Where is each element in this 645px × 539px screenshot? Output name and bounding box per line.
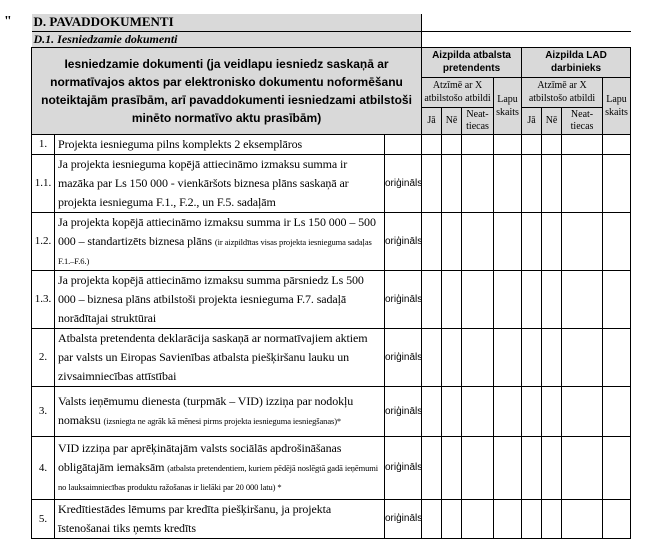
applicant-yes-cell[interactable] — [422, 386, 442, 436]
lad-pages-cell[interactable] — [603, 270, 631, 328]
applicant-no-cell[interactable] — [442, 134, 462, 154]
page-mark: " — [4, 14, 12, 29]
row-description: Ja projekta iesnieguma kopējā attiecināmo izmaksu summa ir mazāka par Ls 150 000 - vienkāršots biznesa plāns saskaņā ar projekta iesnieguma F.1., F.2., un F.5. sadaļām — [55, 154, 385, 212]
row-original-type — [385, 134, 422, 154]
applicant-no-cell[interactable] — [442, 270, 462, 328]
lad-yes-cell[interactable] — [522, 436, 542, 499]
applicant-na-cell[interactable] — [462, 270, 494, 328]
lad-mark-label: Atzīmē ar X atbilstošo atbildi — [522, 77, 603, 107]
documents-header: Iesniedzamie dokumenti (ja veidlapu iesniedz saskaņā ar normatīvajos aktos par elektronisko dokumentu noformēšanu noteiktajām prasībām, arī pavaddokumenti iesniedzami atbilstoši minēto normatīvo aktu prasībām) — [32, 47, 422, 134]
row-number: 4. — [32, 436, 55, 499]
row-original-type: oriģināls — [385, 436, 422, 499]
lad-group-header: Aizpilda LAD darbinieks — [522, 47, 631, 77]
applicant-na-header: Neat-tiecas — [462, 107, 494, 134]
row-original-type: oriģināls — [385, 154, 422, 212]
applicant-group-header: Aizpilda atbalsta pretendents — [422, 47, 522, 77]
applicant-yes-cell[interactable] — [422, 499, 442, 538]
applicant-yes-cell[interactable] — [422, 436, 442, 499]
applicant-yes-header: Jā — [422, 107, 442, 134]
applicant-yes-cell[interactable] — [422, 134, 442, 154]
lad-na-cell[interactable] — [562, 436, 603, 499]
applicant-pages-cell[interactable] — [494, 270, 522, 328]
row-description: Ja projekta kopējā attiecināmo izmaksu summa ir Ls 150 000 – 500 000 – standartizēts biznesa plāns (ir aizpildītas visas projekta iesnieguma sadaļas F.1.–F.6.) — [55, 212, 385, 270]
applicant-pages-cell[interactable] — [494, 154, 522, 212]
applicant-no-cell[interactable] — [442, 212, 462, 270]
lad-na-cell[interactable] — [562, 270, 603, 328]
applicant-yes-cell[interactable] — [422, 270, 442, 328]
lad-pages-cell[interactable] — [603, 386, 631, 436]
lad-na-cell[interactable] — [562, 328, 603, 386]
row-number: 1.3. — [32, 270, 55, 328]
applicant-na-cell[interactable] — [462, 499, 494, 538]
applicant-pages-cell[interactable] — [494, 436, 522, 499]
applicant-pages-cell[interactable] — [494, 328, 522, 386]
applicant-pages-cell[interactable] — [494, 499, 522, 538]
lad-pages-cell[interactable] — [603, 328, 631, 386]
lad-na-header: Neat-tiecas — [562, 107, 603, 134]
table-row — [32, 328, 631, 386]
lad-yes-cell[interactable] — [522, 328, 542, 386]
lad-no-header: Nē — [542, 107, 562, 134]
row-number: 3. — [32, 386, 55, 436]
row-description: Kredītiestādes lēmums par kredīta piešķiršanu, ja projekta īstenošanai tiks ņemts kredīts — [55, 499, 385, 538]
documents-table — [31, 14, 631, 539]
lad-no-cell[interactable] — [542, 212, 562, 270]
lad-page-count: Lapu skaits — [603, 77, 631, 134]
applicant-no-cell[interactable] — [442, 386, 462, 436]
lad-pages-cell[interactable] — [603, 154, 631, 212]
applicant-no-cell[interactable] — [442, 436, 462, 499]
applicant-no-cell[interactable] — [442, 328, 462, 386]
lad-na-cell[interactable] — [562, 386, 603, 436]
table-row — [32, 499, 631, 538]
lad-yes-cell[interactable] — [522, 386, 542, 436]
applicant-na-cell[interactable] — [462, 328, 494, 386]
lad-no-cell[interactable] — [542, 386, 562, 436]
lad-na-cell[interactable] — [562, 212, 603, 270]
table-row — [32, 134, 631, 154]
section-title: D. PAVADDOKUMENTI — [32, 14, 422, 31]
subsection-title: D.1. Iesniedzamie dokumenti — [32, 31, 422, 47]
table-row — [32, 270, 631, 328]
applicant-na-cell[interactable] — [462, 212, 494, 270]
lad-no-cell[interactable] — [542, 436, 562, 499]
lad-pages-cell[interactable] — [603, 436, 631, 499]
lad-no-cell[interactable] — [542, 499, 562, 538]
lad-no-cell[interactable] — [542, 328, 562, 386]
applicant-na-cell[interactable] — [462, 436, 494, 499]
row-number: 1.2. — [32, 212, 55, 270]
lad-yes-cell[interactable] — [522, 154, 542, 212]
row-original-type: oriģināls — [385, 212, 422, 270]
row-number: 2. — [32, 328, 55, 386]
row-original-type: oriģināls — [385, 270, 422, 328]
applicant-no-cell[interactable] — [442, 154, 462, 212]
row-number: 5. — [32, 499, 55, 538]
applicant-pages-cell[interactable] — [494, 212, 522, 270]
lad-no-cell[interactable] — [542, 270, 562, 328]
lad-pages-cell[interactable] — [603, 134, 631, 154]
lad-yes-cell[interactable] — [522, 212, 542, 270]
row-original-type: oriģināls — [385, 386, 422, 436]
applicant-yes-cell[interactable] — [422, 212, 442, 270]
lad-yes-header: Jā — [522, 107, 542, 134]
lad-na-cell[interactable] — [562, 154, 603, 212]
applicant-na-cell[interactable] — [462, 386, 494, 436]
applicant-yes-cell[interactable] — [422, 154, 442, 212]
table-row — [32, 436, 631, 499]
applicant-yes-cell[interactable] — [422, 328, 442, 386]
table-row — [32, 212, 631, 270]
applicant-na-cell[interactable] — [462, 134, 494, 154]
lad-yes-cell[interactable] — [522, 270, 542, 328]
table-row — [32, 386, 631, 436]
row-number: 1.1. — [32, 154, 55, 212]
row-number: 1. — [32, 134, 55, 154]
lad-yes-cell[interactable] — [522, 134, 542, 154]
lad-no-cell[interactable] — [542, 154, 562, 212]
lad-pages-cell[interactable] — [603, 499, 631, 538]
row-description: Atbalsta pretendenta deklarācija saskaņā ar normatīvajiem aktiem par valsts un Eiropas Savienības atbalsta piešķiršanu lauku un zivsaimniecības attīstībai — [55, 328, 385, 386]
row-original-type: oriģināls — [385, 328, 422, 386]
applicant-no-header: Nē — [442, 107, 462, 134]
applicant-page-count: Lapu skaits — [494, 77, 522, 134]
lad-pages-cell[interactable] — [603, 212, 631, 270]
row-description: Valsts ieņēmumu dienesta (turpmāk – VID) izziņa par nodokļu nomaksu (izsniegta ne agrāk kā mēnesi pirms projekta iesnieguma iesniegšanas)* — [55, 386, 385, 436]
row-description: Ja projekta kopējā attiecināmo izmaksu summa pārsniedz Ls 500 000 – biznesa plāns atbilstoši projekta iesnieguma F.7. sadaļā norādītajai struktūrai — [55, 270, 385, 328]
applicant-no-cell[interactable] — [442, 499, 462, 538]
table-row — [32, 154, 631, 212]
applicant-mark-label: Atzīmē ar X atbilstošo atbildi — [422, 77, 494, 107]
lad-na-cell[interactable] — [562, 134, 603, 154]
row-original-type: oriģināls — [385, 499, 422, 538]
lad-na-cell[interactable] — [562, 499, 603, 538]
lad-no-cell[interactable] — [542, 134, 562, 154]
applicant-na-cell[interactable] — [462, 154, 494, 212]
applicant-pages-cell[interactable] — [494, 134, 522, 154]
applicant-pages-cell[interactable] — [494, 386, 522, 436]
lad-yes-cell[interactable] — [522, 499, 542, 538]
row-description: VID izziņa par aprēķinātajām valsts sociālās apdrošināšanas obligātajām iemaksām (atbalsta pretendentiem, kuriem pēdējā noslēgtā gadā ieņēmumi no lauksaimniecības produktu ražošanas ir lielāki par 20 000 latu) * — [55, 436, 385, 499]
row-description: Projekta iesnieguma pilns komplekts 2 eksemplāros — [55, 134, 385, 154]
